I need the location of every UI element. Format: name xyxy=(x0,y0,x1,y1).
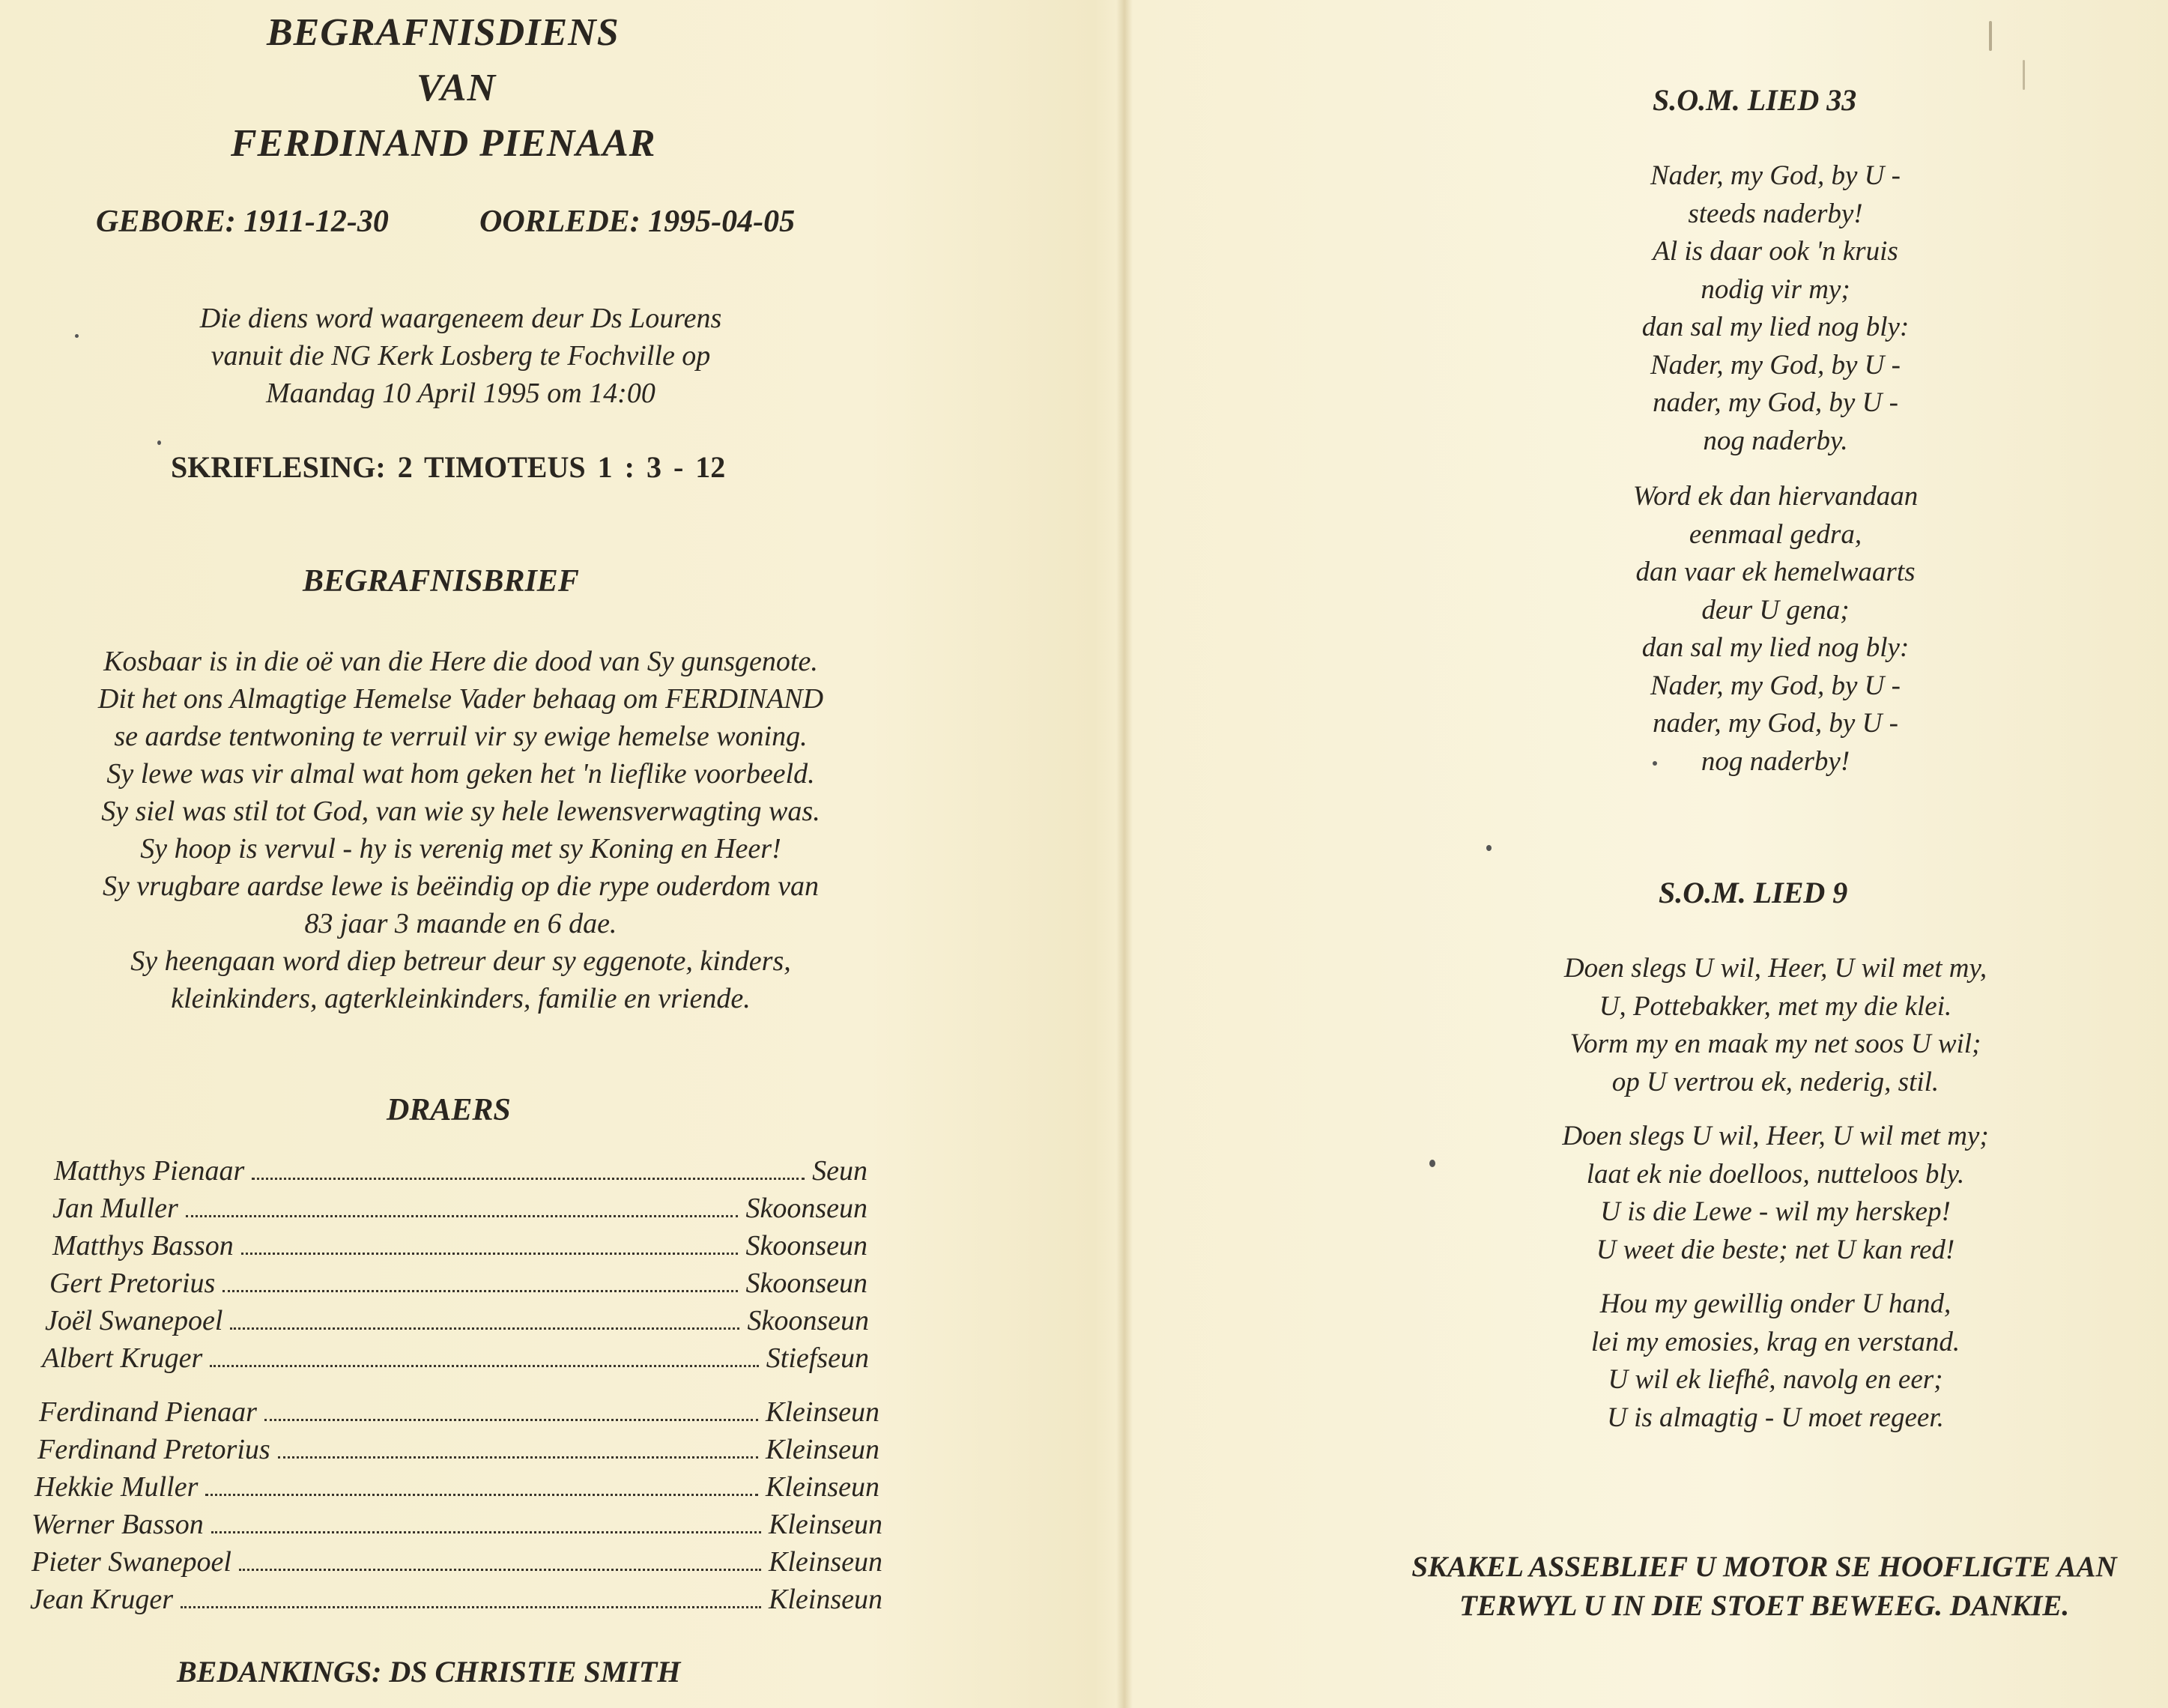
bearer-name: Hekkie Muller xyxy=(34,1471,199,1503)
verse-line: Hou my gewillig onder U hand, xyxy=(1599,1288,1951,1319)
letter-line: se aardse tentwoning te verruil vir sy ewige hemelse woning. xyxy=(114,721,808,752)
bearer-name: Matthys Pienaar xyxy=(54,1155,245,1187)
service-details xyxy=(90,300,832,412)
bearer-role: Kleinseun xyxy=(766,1396,879,1428)
dot-leader xyxy=(222,1290,738,1292)
bearer-role: Stiefseun xyxy=(766,1342,869,1374)
bearer-row xyxy=(52,1190,867,1227)
bearer-name: Werner Basson xyxy=(31,1509,204,1540)
bearer-row xyxy=(37,1431,879,1468)
hymn-9-stanza-1 xyxy=(1483,950,2068,1101)
verse-line: Doen slegs U wil, Heer, U wil met my; xyxy=(1562,1121,1989,1151)
bearer-row xyxy=(31,1506,882,1543)
group-spacer xyxy=(30,1377,869,1393)
paper-speck xyxy=(1653,761,1657,766)
dot-leader xyxy=(211,1531,761,1533)
bearer-name: Gert Pretorius xyxy=(49,1268,216,1299)
verse-line: nodig vir my; xyxy=(1701,273,1850,305)
paper-mark xyxy=(2023,60,2025,90)
verse-line: Doen slegs U wil, Heer, U wil met my, xyxy=(1563,953,1987,984)
paper-speck xyxy=(1486,845,1492,851)
bearer-row xyxy=(54,1152,867,1190)
headlights-notice xyxy=(1371,1548,2158,1626)
bearer-role: Kleinseun xyxy=(769,1546,882,1578)
bearers-list xyxy=(30,1152,882,1618)
page-fold xyxy=(1116,0,1133,1708)
bearer-name: Jan Muller xyxy=(52,1193,178,1224)
verse-line: U wil ek liefhê, navolg en eer; xyxy=(1608,1364,1943,1395)
paper-speck xyxy=(157,440,161,445)
acknowledgements: BEDANKINGS: DS CHRISTIE SMITH xyxy=(177,1655,681,1689)
bearer-row xyxy=(30,1581,882,1618)
bearer-role: Kleinseun xyxy=(769,1509,882,1540)
scripture-reading: SKRIFLESING: 2 TIMOTEUS 1 : 3 - 12 xyxy=(171,450,726,484)
bearer-row xyxy=(42,1339,869,1377)
bearer-role: Kleinseun xyxy=(766,1434,879,1465)
bearer-name: Matthys Basson xyxy=(52,1230,234,1262)
title-line-1: BEGRAFNISDIENS xyxy=(267,11,620,54)
funeral-letter-heading: BEGRAFNISBRIEF xyxy=(303,564,579,599)
letter-line: Kosbaar is in die oë van die Here die dood van Sy gunsgenote. xyxy=(103,646,818,677)
verse-line: lei my emosies, krag en verstand. xyxy=(1590,1326,1960,1357)
verse-line: dan sal my lied nog bly: xyxy=(1641,632,1910,663)
notice-line: SKAKEL ASSEBLIEF U MOTOR SE HOOFLIGTE AAN xyxy=(1411,1551,2117,1583)
letter-line: kleinkinders, agterkleinkinders, familie en vriende. xyxy=(171,983,751,1014)
letter-line: Sy siel was stil tot God, van wie sy hele lewensverwagting was. xyxy=(101,796,820,827)
notice-line: TERWYL U IN DIE STOET BEWEEG. DANKIE. xyxy=(1459,1590,2070,1622)
verse-line: U weet die beste; net U kan red! xyxy=(1596,1234,1955,1265)
verse-line: dan vaar ek hemelwaarts xyxy=(1635,557,1916,587)
verse-line: deur U gena; xyxy=(1701,594,1850,626)
paper-speck xyxy=(75,334,79,338)
service-line: Die diens word waargeneem deur Ds Lourens xyxy=(199,303,722,334)
bearer-name: Ferdinand Pienaar xyxy=(39,1396,257,1428)
dot-leader xyxy=(205,1494,758,1496)
bearer-row xyxy=(52,1227,867,1265)
verse-line: nader, my God, by U - xyxy=(1653,708,1898,739)
dot-leader xyxy=(230,1327,739,1330)
bearer-row xyxy=(49,1265,867,1302)
bearer-name: Joël Swanepoel xyxy=(45,1305,223,1336)
birth-date: GEBORE: 1911-12-30 xyxy=(96,205,389,239)
verse-line: Nader, my God, by U - xyxy=(1650,160,1901,191)
verse-line: op U vertrou ek, nederig, stil. xyxy=(1611,1066,1940,1097)
paper-mark xyxy=(1989,21,1992,51)
hymn-33-stanza-1 xyxy=(1536,157,2015,460)
dot-leader xyxy=(181,1606,761,1608)
bearer-name: Jean Kruger xyxy=(30,1584,174,1615)
bearer-row xyxy=(31,1543,882,1581)
dot-leader xyxy=(210,1365,759,1367)
bearer-name: Pieter Swanepoel xyxy=(31,1546,231,1578)
hymn-33-heading: S.O.M. LIED 33 xyxy=(1653,83,1857,117)
verse-line: Nader, my God, by U - xyxy=(1650,670,1901,701)
bearer-role: Skoonseun xyxy=(745,1193,867,1224)
hymn-33-stanza-2 xyxy=(1536,478,2015,781)
death-date: OORLEDE: 1995-04-05 xyxy=(479,205,796,239)
bearer-role: Seun xyxy=(812,1155,867,1187)
verse-line: nog naderby! xyxy=(1701,745,1850,777)
verse-line: U is almagtig - U moet regeer. xyxy=(1607,1402,1944,1433)
verse-line: Nader, my God, by U - xyxy=(1650,349,1901,381)
hymn-9-stanza-2 xyxy=(1483,1118,2068,1269)
bearer-row xyxy=(39,1393,879,1431)
letter-line: Sy hoop is vervul - hy is verenig met sy Koning en Heer! xyxy=(140,833,781,864)
bearer-name: Albert Kruger xyxy=(42,1342,203,1374)
bearer-role: Kleinseun xyxy=(766,1471,879,1503)
bearer-role: Skoonseun xyxy=(747,1305,869,1336)
verse-line: nader, my God, by U - xyxy=(1653,387,1898,418)
letter-line: Sy vrugbare aardse lewe is beëindig op die rype ouderdom van xyxy=(102,870,820,902)
bearer-role: Skoonseun xyxy=(745,1268,867,1299)
bearer-role: Kleinseun xyxy=(769,1584,882,1615)
verse-line: steeds naderby! xyxy=(1688,198,1863,229)
letter-line: Sy lewe was vir almal wat hom geken het 'n lieflike voorbeeld. xyxy=(106,758,815,790)
verse-line: dan sal my lied nog bly: xyxy=(1641,312,1910,342)
letter-line: 83 jaar 3 maande en 6 dae. xyxy=(304,908,617,939)
dot-leader xyxy=(239,1569,761,1571)
bearers-heading: DRAERS xyxy=(387,1093,511,1127)
bearer-name: Ferdinand Pretorius xyxy=(37,1434,270,1465)
funeral-letter xyxy=(30,643,891,1017)
verse-line: Word ek dan hiervandaan xyxy=(1632,481,1919,512)
dot-leader xyxy=(186,1215,739,1217)
service-line: vanuit die NG Kerk Losberg te Fochville op xyxy=(211,340,711,372)
verse-line: Vorm my en maak my net soos U wil; xyxy=(1569,1029,1981,1059)
dot-leader xyxy=(264,1419,758,1421)
paper-speck xyxy=(1429,1160,1435,1167)
service-line: Maandag 10 April 1995 om 14:00 xyxy=(266,378,655,409)
dot-leader xyxy=(278,1456,758,1459)
dot-leader xyxy=(252,1178,805,1180)
title-line-2: VAN xyxy=(417,67,497,109)
bearer-row xyxy=(34,1468,879,1506)
verse-line: U, Pottebakker, met my die klei. xyxy=(1599,990,1952,1022)
dot-leader xyxy=(241,1253,739,1255)
verse-line: eenmaal gedra, xyxy=(1689,518,1862,550)
hymn-9-heading: S.O.M. LIED 9 xyxy=(1659,876,1848,909)
letter-line: Dit het ons Almagtige Hemelse Vader behaag om FERDINAND xyxy=(97,683,824,715)
letter-line: Sy heengaan word diep betreur deur sy eggenote, kinders, xyxy=(130,945,791,977)
verse-line: laat ek nie doelloos, nutteloos bly. xyxy=(1586,1158,1965,1190)
verse-line: U is die Lewe - wil my herskep! xyxy=(1600,1196,1951,1227)
hymn-9-stanza-3 xyxy=(1483,1285,2068,1437)
verse-line: nog naderby. xyxy=(1703,425,1848,456)
bearer-role: Skoonseun xyxy=(745,1230,867,1262)
bearer-row xyxy=(45,1302,869,1339)
verse-line: Al is daar ook 'n kruis xyxy=(1653,236,1898,267)
title-line-3: FERDINAND PIENAAR xyxy=(231,122,656,165)
